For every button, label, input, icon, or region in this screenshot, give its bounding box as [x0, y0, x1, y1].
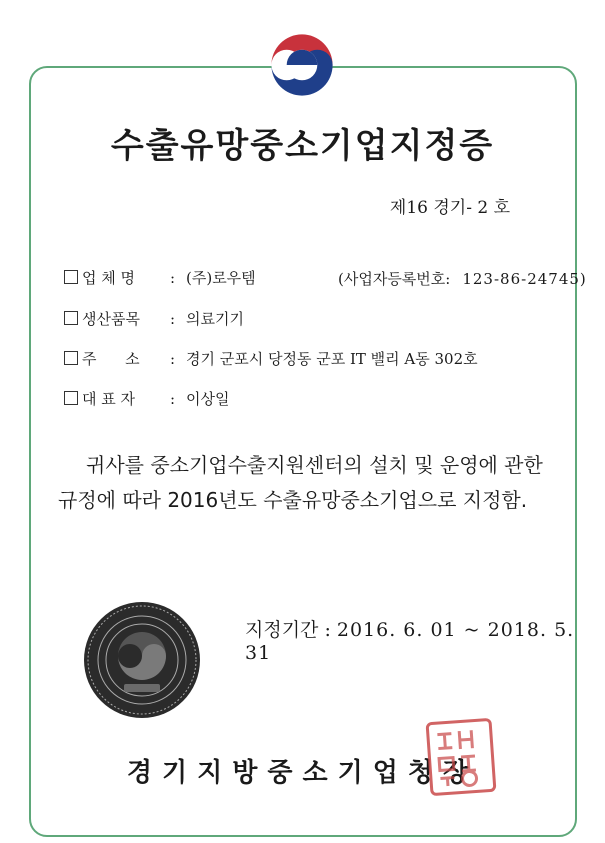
registration-number: 123-86-24745) — [462, 270, 587, 288]
checkbox-icon — [64, 351, 78, 365]
period-label: 지정기간 : — [245, 619, 331, 641]
field-company-name: 업 체 명 : (주)로우템 — [64, 268, 256, 288]
certificate-title: 수출유망중소기업지정증 — [110, 126, 495, 166]
designation-period — [245, 615, 605, 664]
field-value: 이상일 — [186, 390, 230, 408]
checkbox-icon — [64, 270, 78, 284]
field-value: 경기 군포시 당정동 군포 IT 밸리 A동 302호 — [186, 350, 478, 368]
field-value: 의료기기 — [186, 310, 244, 328]
field-product: 생산품목 : 의료기기 — [64, 309, 244, 329]
field-label: 업 체 명 — [82, 269, 136, 287]
field-address: 주 소 : 경기 군포시 당정동 군포 IT 밸리 A동 302호 — [64, 349, 478, 369]
field-label: 생산품목 — [82, 310, 140, 328]
checkbox-icon — [64, 391, 78, 405]
checkbox-icon — [64, 311, 78, 325]
certificate-number: 제16 경기- 2 호 — [389, 198, 510, 218]
certificate-body-line-2: 규정에 따라 2016년도 수출유망중소기업으로 지정함. — [58, 488, 528, 512]
embossed-government-seal-icon — [82, 600, 202, 720]
period-dates: 2016. 6. 01 ~ 2018. 5. 31 — [245, 619, 575, 664]
certificate-body-line-1: 귀사를 중소기업수출지원센터의 설치 및 운영에 관한 — [86, 453, 543, 477]
field-label: 주 소 — [82, 350, 140, 368]
field-value: (주)로우템 — [186, 269, 256, 287]
field-label: 대 표 자 — [82, 390, 136, 408]
field-representative: 대 표 자 : 이상일 — [64, 389, 229, 409]
issuer-name: 경기지방중소기업청장 — [126, 758, 479, 788]
red-official-stamp-icon — [425, 718, 496, 796]
taegeuk-emblem-icon — [257, 20, 347, 110]
registration-label: (사업자등록번호: — [338, 270, 451, 288]
business-registration — [338, 268, 587, 289]
